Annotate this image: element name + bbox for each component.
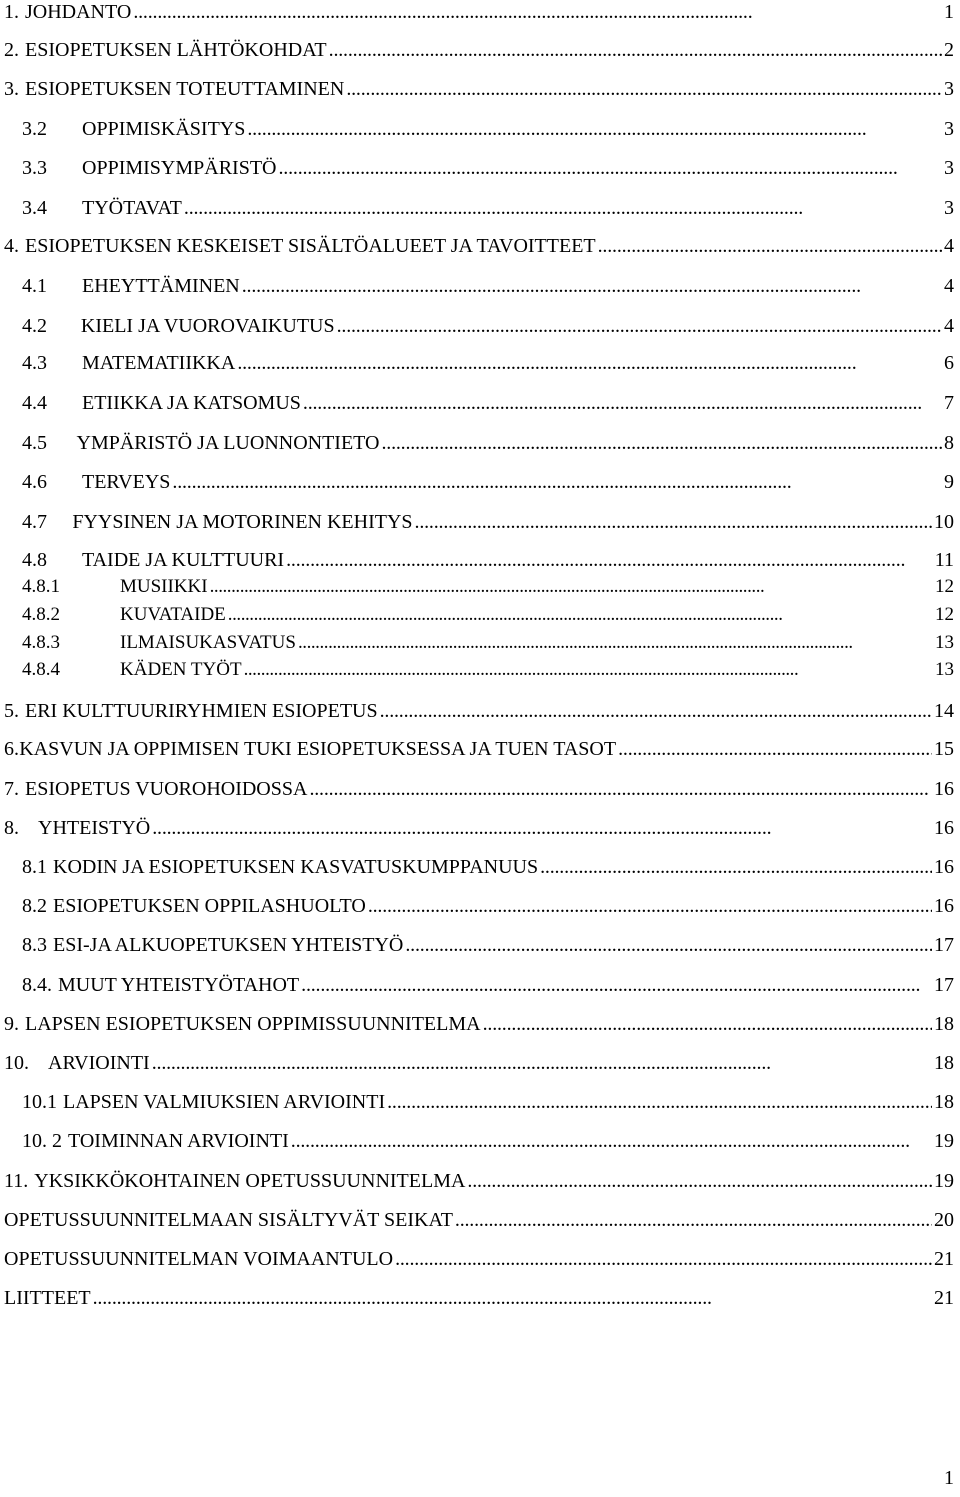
toc-title: KÄDEN TYÖT (120, 659, 242, 680)
toc-entry[interactable] (22, 431, 954, 455)
toc-title: ESIOPETUKSEN KESKEISET SISÄLTÖALUEET JA TAVOITTEET (25, 235, 596, 257)
toc-page: 12 (935, 576, 954, 597)
toc-entry[interactable] (22, 659, 954, 681)
toc-page: 3 (944, 197, 954, 219)
toc-number: 10. (4, 1052, 29, 1074)
toc-number: 4. (4, 235, 19, 257)
toc-entry[interactable] (4, 816, 954, 840)
toc-number: 4.4 (22, 392, 47, 414)
toc-title: LAPSEN VALMIUKSIEN ARVIOINTI (63, 1091, 386, 1113)
toc-title: ARVIOINTI (48, 1052, 150, 1074)
toc-title: OPETUSSUUNNITELMAAN SISÄLTYVÄT SEIKAT (4, 1209, 453, 1231)
toc-number: 10.1 (22, 1091, 57, 1113)
toc-page: 19 (934, 1170, 954, 1192)
toc-page: 16 (934, 817, 954, 839)
toc-title: OPPIMISKÄSITYS (82, 118, 246, 140)
toc-entry[interactable] (4, 1012, 954, 1036)
toc-title: ESIOPETUKSEN OPPILASHUOLTO (53, 895, 366, 917)
toc-leader (368, 894, 932, 918)
toc-number: 2. (4, 39, 19, 61)
toc-page: 8 (944, 432, 954, 454)
toc-page: 17 (934, 934, 954, 956)
toc-page: 4 (944, 235, 954, 257)
toc-entry[interactable] (22, 470, 954, 494)
toc-leader (301, 973, 932, 997)
toc-entry[interactable] (22, 391, 954, 415)
toc-title: OPETUSSUUNNITELMAN VOIMAANTULO (4, 1248, 394, 1270)
toc-number: 9. (4, 1013, 19, 1035)
toc-leader (380, 699, 932, 723)
toc-number: 4.8 (22, 549, 47, 571)
toc-title: KUVATAIDE (120, 604, 226, 625)
toc-leader (152, 816, 932, 840)
toc-number: 5. (4, 700, 19, 722)
toc-entry[interactable] (4, 1169, 954, 1193)
toc-leader (455, 1208, 932, 1232)
toc-leader (540, 855, 932, 879)
toc-leader (618, 737, 932, 761)
page-number: 1 (944, 1467, 954, 1489)
toc-entry[interactable] (22, 156, 954, 180)
toc-title: FYYSINEN JA MOTORINEN KEHITYS (72, 511, 413, 533)
toc-page: 19 (934, 1130, 954, 1152)
toc-entry[interactable] (22, 510, 954, 534)
toc-entry[interactable] (22, 604, 954, 626)
toc-entry[interactable] (4, 77, 954, 101)
toc-page: 16 (934, 778, 954, 800)
toc-leader (228, 604, 933, 626)
toc-title: EHEYTTÄMINEN (82, 275, 240, 297)
toc-entry[interactable] (22, 933, 954, 957)
toc-page: 15 (934, 738, 954, 760)
toc-page: 18 (934, 1091, 954, 1113)
toc-leader (172, 470, 942, 494)
toc-page: 7 (944, 392, 954, 414)
toc-entry[interactable] (22, 314, 954, 338)
toc-leader (387, 1090, 932, 1114)
toc-entry[interactable] (4, 777, 954, 801)
toc-leader (242, 274, 942, 298)
toc-leader (303, 391, 942, 415)
toc-entry[interactable] (22, 973, 954, 997)
toc-leader (309, 777, 932, 801)
toc-number: 3.4 (22, 197, 47, 219)
toc-title: ILMAISUKASVATUS (120, 632, 296, 653)
toc-page: 10 (934, 511, 954, 533)
toc-entry[interactable] (22, 1090, 954, 1114)
toc-page: 6 (944, 352, 954, 374)
toc-title: TOIMINNAN ARVIOINTI (68, 1130, 289, 1152)
toc-leader (298, 632, 933, 654)
toc-leader (184, 196, 942, 220)
toc-title: MATEMATIIKKA (82, 352, 236, 374)
toc-leader (405, 933, 932, 957)
toc-leader (152, 1051, 932, 1075)
toc-number: 4.1 (22, 275, 47, 297)
toc-page: 21 (934, 1248, 954, 1270)
toc-page: 18 (934, 1013, 954, 1035)
toc-number: 11. (4, 1170, 29, 1192)
toc-leader (291, 1129, 932, 1153)
toc-page: 12 (935, 604, 954, 625)
toc-leader (244, 659, 933, 681)
toc-title: ESIOPETUKSEN LÄHTÖKOHDAT (25, 39, 327, 61)
toc-number: 4.8.4 (22, 659, 60, 680)
toc-entry[interactable] (22, 632, 954, 654)
toc-page: 3 (944, 157, 954, 179)
toc-number: 4.3 (22, 352, 47, 374)
toc-leader (329, 38, 942, 62)
toc-entry[interactable] (4, 737, 954, 761)
toc-leader (346, 77, 942, 101)
toc-leader (381, 431, 942, 455)
toc-entry[interactable] (22, 894, 954, 918)
toc-page: 16 (934, 895, 954, 917)
toc-number: 8.4. (22, 974, 52, 996)
toc-title: YMPÄRISTÖ JA LUONNONTIETO (76, 432, 380, 454)
toc-title: MUSIIKKI (120, 576, 208, 597)
toc-entry[interactable] (4, 0, 954, 24)
toc-number: 4.7 (22, 511, 47, 533)
toc-title: KODIN JA ESIOPETUKSEN KASVATUSKUMPPANUUS (53, 856, 539, 878)
toc-entry[interactable] (22, 548, 954, 572)
toc-number: 7. (4, 778, 19, 800)
toc-entry[interactable] (4, 1286, 954, 1310)
toc-number: 8.3 (22, 934, 47, 956)
toc-entry[interactable] (22, 196, 954, 220)
toc-page: 17 (934, 974, 954, 996)
toc-entry[interactable] (4, 699, 954, 723)
toc-title: ERI KULTTUURIRYHMIEN ESIOPETUS (25, 700, 378, 722)
toc-title: YKSIKKÖKOHTAINEN OPETUSSUUNNITELMA (34, 1170, 466, 1192)
toc-leader (286, 548, 933, 572)
toc-page: 4 (944, 275, 954, 297)
toc-page: 21 (934, 1287, 954, 1309)
toc-title: YHTEISTYÖ (38, 817, 151, 839)
toc-title: ETIIKKA JA KATSOMUS (82, 392, 301, 414)
toc-page: 18 (934, 1052, 954, 1074)
toc-page: 20 (934, 1209, 954, 1231)
toc-title: OPPIMISYMPÄRISTÖ (82, 157, 277, 179)
toc-number: 4.8.1 (22, 576, 60, 597)
toc-entry[interactable] (22, 1129, 954, 1153)
toc-number: 4.8.2 (22, 604, 60, 625)
toc-leader (483, 1012, 932, 1036)
toc-number: 1. (4, 1, 19, 23)
toc-page: 13 (935, 659, 954, 680)
toc-entry[interactable] (4, 1208, 954, 1232)
toc-page: 13 (935, 632, 954, 653)
toc-page: 9 (944, 471, 954, 493)
toc-number: 8.2 (22, 895, 47, 917)
toc-title: KIELI JA VUOROVAIKUTUS (80, 315, 335, 337)
toc-number: 3.2 (22, 118, 47, 140)
toc-leader (279, 156, 943, 180)
toc-number: 3.3 (22, 157, 47, 179)
toc-leader (237, 351, 942, 375)
toc-number: 4.6 (22, 471, 47, 493)
toc-entry[interactable] (4, 1051, 954, 1075)
toc-title: TYÖTAVAT (82, 197, 182, 219)
toc-leader (133, 0, 942, 24)
toc-number: 8.1 (22, 856, 47, 878)
toc-title: MUUT YHTEISTYÖTAHOT (58, 974, 300, 996)
toc-entry[interactable] (22, 274, 954, 298)
toc-entry[interactable] (22, 117, 954, 141)
toc-leader (337, 314, 942, 338)
toc-number: 4.5 (22, 432, 47, 454)
toc-number: 3. (4, 78, 19, 100)
toc-leader (247, 117, 942, 141)
toc-page: 2 (944, 39, 954, 61)
toc-number: 10. 2 (22, 1130, 62, 1152)
toc-leader (415, 510, 932, 534)
toc-leader (467, 1169, 932, 1193)
toc-page: 4 (944, 315, 954, 337)
toc-page: 16 (934, 856, 954, 878)
toc-title: ESI-JA ALKUOPETUKSEN YHTEISTYÖ (53, 934, 404, 956)
toc-title: ESIOPETUKSEN TOTEUTTAMINEN (25, 78, 345, 100)
toc-entry[interactable] (4, 38, 954, 62)
toc-page: 11 (934, 549, 954, 571)
toc-title: TAIDE JA KULTTUURI (82, 549, 285, 571)
toc-number: 6. (4, 738, 19, 760)
toc-number: 4.2 (22, 315, 47, 337)
toc-title: ESIOPETUS VUOROHOIDOSSA (25, 778, 308, 800)
toc-entry[interactable] (4, 1247, 954, 1271)
toc-entry[interactable] (4, 234, 954, 258)
toc-number: 8. (4, 817, 19, 839)
toc-page: 3 (944, 118, 954, 140)
toc-number: 4.8.3 (22, 632, 60, 653)
toc-title: LAPSEN ESIOPETUKSEN OPPIMISSUUNNITELMA (25, 1013, 481, 1035)
toc-leader (598, 234, 942, 258)
toc-leader (395, 1247, 932, 1271)
toc-entry[interactable] (22, 351, 954, 375)
toc-entry[interactable] (22, 855, 954, 879)
toc-entry[interactable] (22, 576, 954, 598)
toc-title: JOHDANTO (25, 1, 132, 23)
toc-title: TERVEYS (82, 471, 171, 493)
toc-title: LIITTEET (4, 1287, 91, 1309)
toc-page: 1 (944, 1, 954, 23)
toc-leader (93, 1286, 932, 1310)
toc-title: KASVUN JA OPPIMISEN TUKI ESIOPETUKSESSA JA TUEN TASOT (19, 738, 617, 760)
toc-page: 3 (944, 78, 954, 100)
toc-page: 14 (934, 700, 954, 722)
toc-leader (210, 576, 933, 598)
